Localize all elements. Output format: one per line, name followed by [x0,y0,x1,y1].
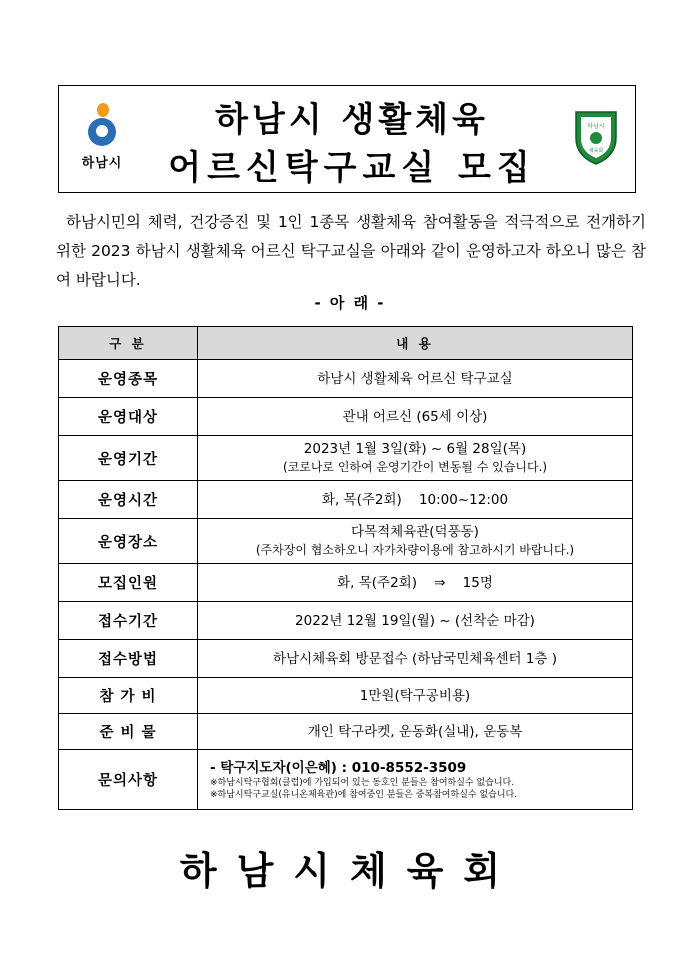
row-label: 운영장소 [59,519,198,564]
row-label: 운영종목 [59,360,198,398]
row-value: 하남시체육회 방문접수 (하남국민체육센터 1층 ) [198,640,633,678]
sports-council-emblem [573,108,619,166]
table-row [59,714,633,750]
row-value [198,436,633,481]
table-row [59,436,633,481]
row-value: 하남시 생활체육 어르신 탁구교실 [198,360,633,398]
emblem-text-top: 하남시 [587,123,605,130]
table-row [59,519,633,564]
row-label: 준 비 물 [59,714,198,750]
logo-text: 하남시 [81,156,123,171]
row-value-note: (코로나로 인하여 운영기간이 변동될 수 있습니다.) [282,460,548,474]
row-label: 운영기간 [59,436,198,481]
table-row [59,481,633,519]
row-value: 관내 어르신 (65세 이상) [198,398,633,436]
title-line-1: 하남시 생활체육 [215,100,489,140]
footer-organization: 하남시체육회 [179,849,521,893]
row-value: 화, 목(주2회) 10:00~12:00 [198,481,633,519]
row-value-main: 다목적체육관(덕풍동) [351,524,479,540]
row-value-note: (주차장이 협소하오니 자가차량이용에 참고하시기 바랍니다.) [255,543,575,557]
row-value-main: 2023년 1월 3일(화) ~ 6월 28일(목) [303,441,527,457]
row-value: 2022년 12월 19일(월) ~ (선착순 마감) [198,602,633,640]
contact-note-1: ※하남시탁구협회(클럽)에 가입되어 있는 동호인 분들은 참여하실수 없습니다. [210,777,515,788]
header-box [58,85,636,193]
row-label: 접수방법 [59,640,198,678]
table-row [59,750,633,810]
row-value: 1만원(탁구공비용) [198,678,633,714]
col-header-label: 구 분 [59,327,198,360]
table-row [59,564,633,602]
row-label: 문의사항 [59,750,198,810]
row-value: 개인 탁구라켓, 운동화(실내), 운동복 [198,714,633,750]
title-line-2: 어르신탁구교실 모집 [168,148,536,188]
table-row [59,602,633,640]
hanam-logo-icon [82,102,122,150]
intro-paragraph: 하남시민의 체력, 건강증진 및 1인 1종목 생활체육 참여활동을 적극적으로 전개하기 위한 2023 하남시 생활체육 어르신 탁구교실을 아래와 같이 운영하고자 하오니 많은 참여 바랍니다. [56,213,646,289]
table-header-row [59,327,633,360]
row-label: 운영대상 [59,398,198,436]
row-label: 운영시간 [59,481,198,519]
row-label: 참 가 비 [59,678,198,714]
hanam-city-logo [67,102,137,178]
contact-note-2: ※하남시탁구교실(유니온체육관)에 참여중인 분들은 중복참여하실수 없습니다. [210,789,518,800]
info-table [58,326,633,810]
emblem-text-bottom: 체육회 [588,148,604,154]
row-value [198,750,633,810]
table-row [59,360,633,398]
row-label: 모집인원 [59,564,198,602]
shield-icon [573,108,619,166]
table-row [59,398,633,436]
contact-phone: - 탁구지도자(이은혜) : 010-8552-3509 [210,759,467,776]
row-label: 접수기간 [59,602,198,640]
section-divider-arae: - 아 래 - [314,294,386,312]
table-row [59,640,633,678]
col-header-value: 내 용 [198,327,633,360]
row-value: 화, 목(주2회) ⇒ 15명 [198,564,633,602]
table-row [59,678,633,714]
row-value [198,519,633,564]
